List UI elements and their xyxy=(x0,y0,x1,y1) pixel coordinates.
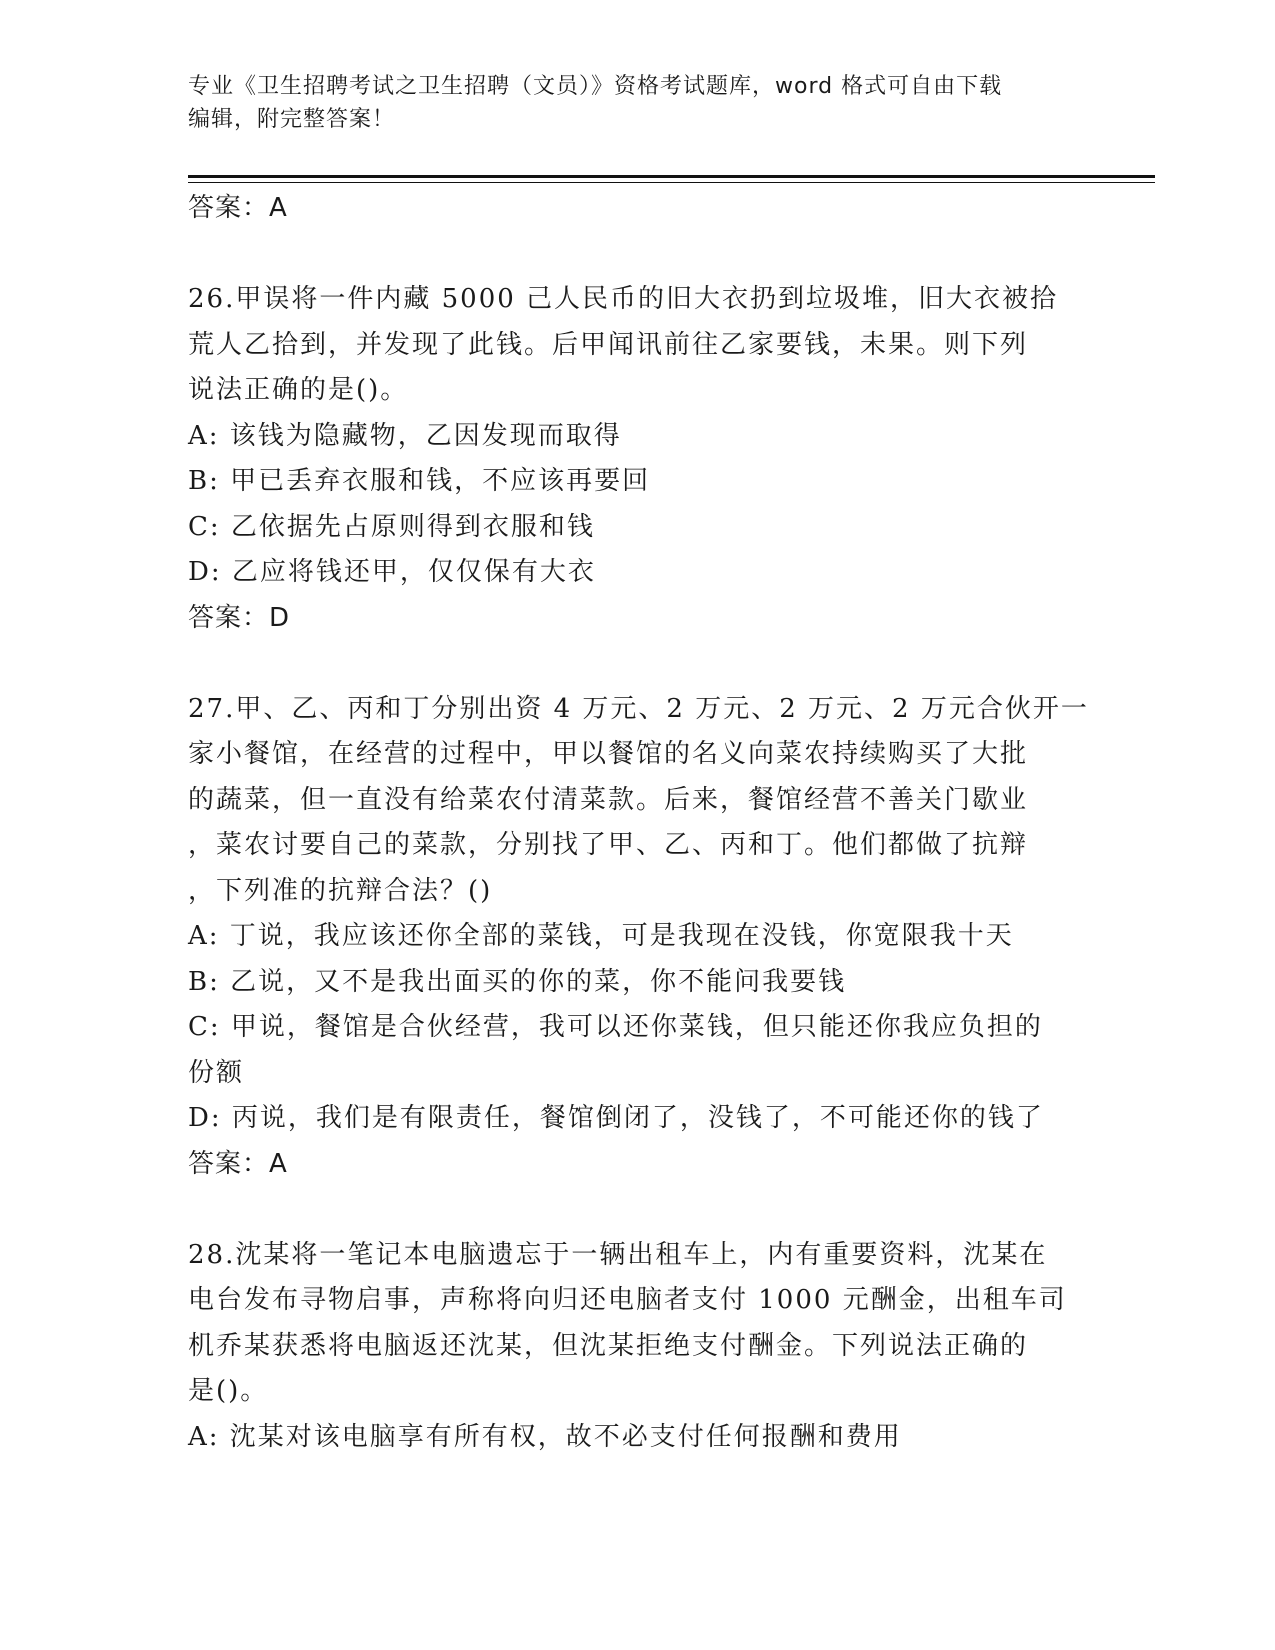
question-stem-line: 荒人乙拾到，并发现了此钱。后甲闻讯前往乙家要钱，未果。则下列 xyxy=(188,329,1029,360)
spacer xyxy=(188,641,1088,687)
option-d: D: 乙应将钱还甲，仅仅保有大衣 xyxy=(188,557,596,587)
spacer xyxy=(188,1187,1088,1233)
question-stem-line: 说法正确的是()。 xyxy=(188,375,409,405)
option-a: A: 沈某对该电脑享有所有权，故不必支付任何报酬和费用 xyxy=(188,1421,902,1452)
option-c: C: 甲说，餐馆是合伙经营，我可以还你菜钱，但只能还你我应负担的 xyxy=(188,1012,1043,1042)
document-header xyxy=(188,70,1068,136)
option-a: A: 该钱为隐藏物，乙因发现而取得 xyxy=(188,420,622,451)
question-stem-line: 27.甲、乙、丙和丁分别出资 4 万元、2 万元、2 万元、2 万元合伙开一 xyxy=(188,693,1089,724)
question-stem-line: 家小餐馆，在经营的过程中，甲以餐馆的名义向菜农持续购买了大批 xyxy=(188,739,1029,769)
question-stem-line: 机乔某获悉将电脑返还沈某，但沈某拒绝支付酬金。下列说法正确的 xyxy=(188,1330,1029,1361)
header-line-2: 编辑，附完整答案！ xyxy=(188,107,396,132)
question-stem-line: 电台发布寻物启事，声称将向归还电脑者支付 1000 元酬金，出租车司 xyxy=(188,1285,1067,1315)
header-rule-thin xyxy=(188,182,1155,183)
question-stem-line: ，下列准的抗辩合法？() xyxy=(188,875,493,906)
question-28 xyxy=(188,1233,1088,1461)
question-stem-line: ，菜农讨要自己的菜款，分别找了甲、乙、丙和丁。他们都做了抗辩 xyxy=(188,830,1029,860)
question-stem-line: 26.甲误将一件内藏 5000 己人民币的旧大衣扔到垃圾堆，旧大衣被拾 xyxy=(188,284,1059,314)
option-b: B: 乙说，又不是我出面买的你的菜，你不能问我要钱 xyxy=(188,966,847,997)
question-stem-line: 的蔬菜，但一直没有给菜农付清菜款。后来，餐馆经营不善关门歇业 xyxy=(188,784,1029,815)
option-c-continued: 份额 xyxy=(188,1057,245,1088)
question-26 xyxy=(188,277,1088,641)
question-27 xyxy=(188,687,1088,1188)
option-c: C: 乙依据先占原则得到衣服和钱 xyxy=(188,511,595,542)
answer-25: 答案：A xyxy=(188,193,288,223)
answer-26: 答案：D xyxy=(188,602,291,633)
answer-27: 答案：A xyxy=(188,1148,288,1179)
option-d: D: 丙说，我们是有限责任，餐馆倒闭了，没钱了，不可能还你的钱了 xyxy=(188,1103,1044,1133)
document-body xyxy=(188,186,1088,1460)
header-line-1: 专业《卫生招聘考试之卫生招聘（文员）》资格考试题库，word 格式可自由下载 xyxy=(188,74,1003,99)
spacer xyxy=(188,232,1088,278)
header-rule-thick xyxy=(188,175,1155,178)
question-stem-line: 是()。 xyxy=(188,1376,269,1406)
option-a: A: 丁说，我应该还你全部的菜钱，可是我现在没钱，你宽限我十天 xyxy=(188,921,1014,951)
option-b: B: 甲已丢弃衣服和钱，不应该再要回 xyxy=(188,466,651,496)
question-stem-line: 28.沈某将一笔记本电脑遗忘于一辆出租车上，内有重要资料，沈某在 xyxy=(188,1239,1048,1270)
